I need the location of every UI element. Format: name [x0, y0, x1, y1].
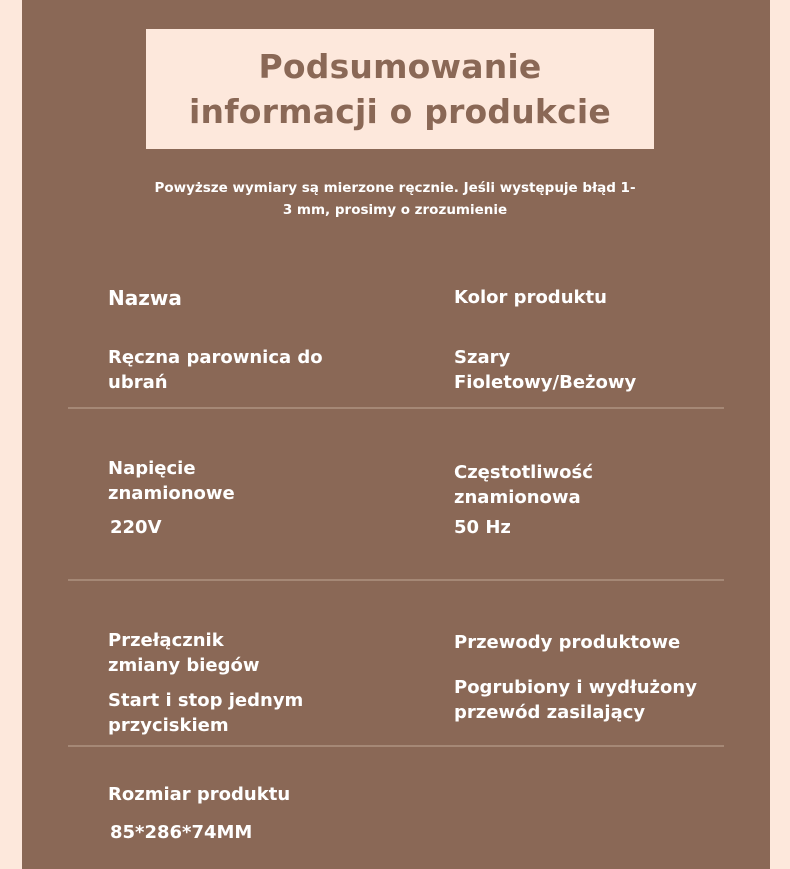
voltage-label-line-1: Napięcie: [108, 458, 196, 479]
color-value: [454, 345, 636, 395]
color-value-line-2: Fioletowy/Beżowy: [454, 372, 637, 393]
cord-value: [454, 675, 697, 725]
size-value: 85*286*74MM: [110, 822, 253, 843]
size-label: Rozmiar produktu: [108, 784, 291, 805]
color-label: Kolor produktu: [454, 287, 607, 308]
title-box: [146, 29, 654, 149]
divider: [68, 745, 724, 747]
name-value-line-1: Ręczna parownica do: [108, 347, 323, 368]
name-value: [108, 345, 323, 395]
frequency-label: [454, 460, 593, 510]
voltage-value: 220V: [110, 517, 162, 538]
cord-value-line-2: przewód zasilający: [454, 702, 646, 723]
switch-value-line-2: przyciskiem: [108, 715, 229, 736]
page-title: [189, 44, 611, 134]
cord-label: Przewody produktowe: [454, 632, 681, 653]
voltage-label: [108, 456, 235, 506]
title-line-2: informacji o produkcie: [189, 92, 611, 131]
name-label: Nazwa: [108, 286, 182, 310]
name-value-line-2: ubrań: [108, 372, 168, 393]
measurement-note-line-1: Powyższe wymiary są mierzone ręcznie. Jeśli występuje błąd 1-: [154, 180, 636, 196]
switch-label-line-1: Przełącznik: [108, 630, 224, 651]
frequency-label-line-2: znamionowa: [454, 487, 581, 508]
divider: [68, 407, 724, 409]
switch-label-line-2: zmiany biegów: [108, 655, 260, 676]
frequency-label-line-1: Częstotliwość: [454, 462, 593, 483]
switch-value: [108, 688, 303, 738]
measurement-note-line-2: 3 mm, prosimy o zrozumienie: [282, 202, 508, 218]
voltage-label-line-2: znamionowe: [108, 483, 235, 504]
frequency-value: 50 Hz: [454, 517, 511, 538]
switch-label: [108, 628, 260, 678]
cord-value-line-1: Pogrubiony i wydłużony: [454, 677, 697, 698]
switch-value-line-1: Start i stop jednym: [108, 690, 304, 711]
title-line-1: Podsumowanie: [258, 47, 542, 86]
measurement-note: [110, 177, 680, 221]
divider: [68, 579, 724, 581]
color-value-line-1: Szary: [454, 347, 511, 368]
